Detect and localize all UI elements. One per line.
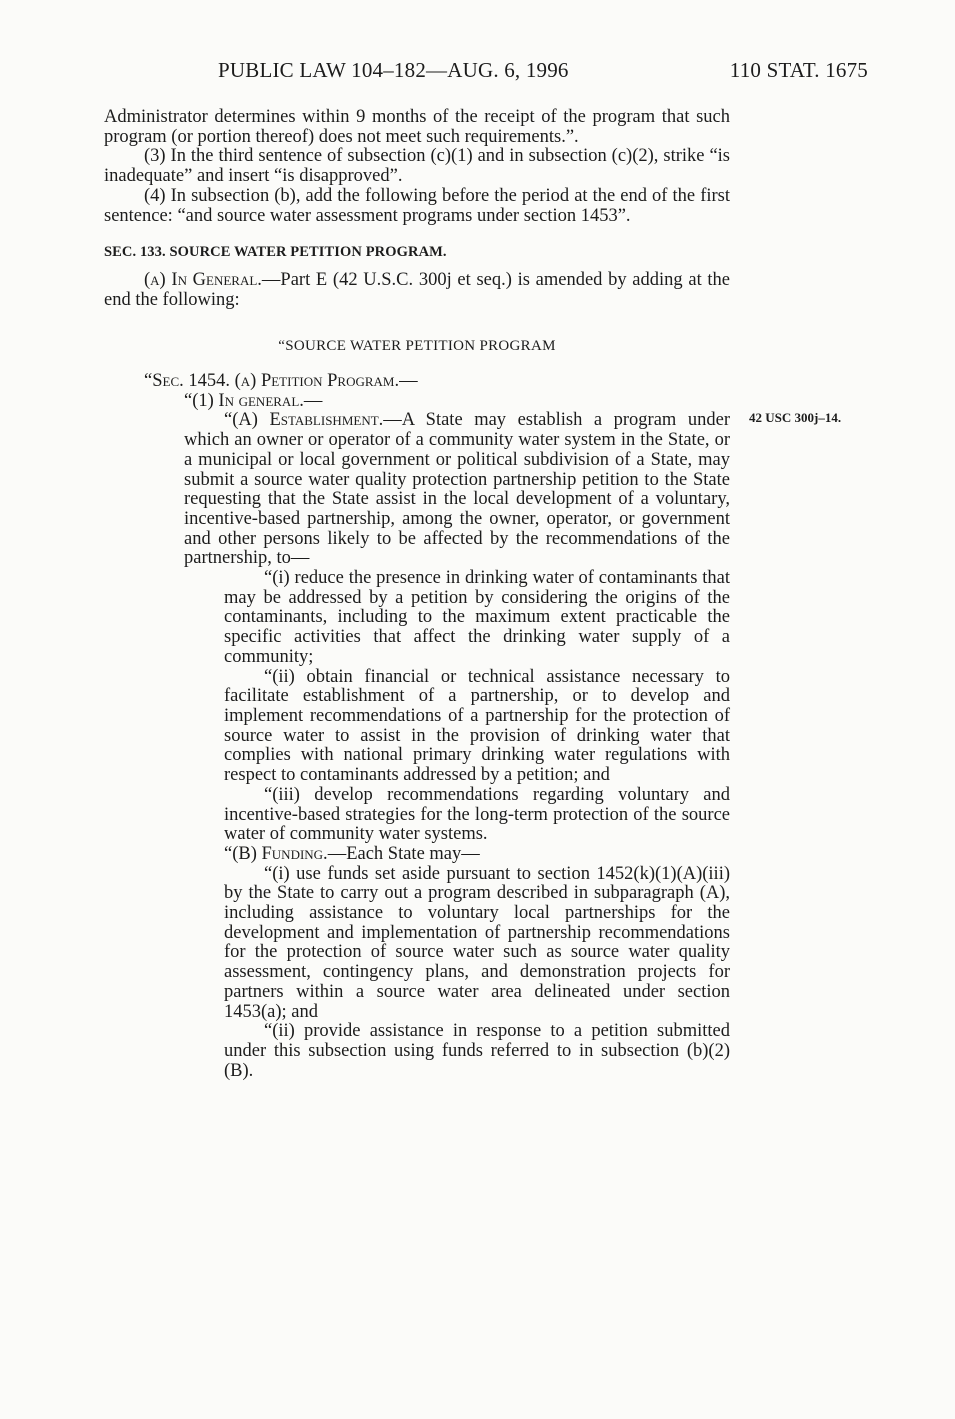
subparagraph-A-text: —A State may establish a program under which an owner or operator of a community water system in the State, or a municipal or local government or political subdivision of a State, may submit a source water quality protection partnership petition to the State requesting that the State assist in the local development of a voluntary, incentive-based partnership, among the owner, operator, or government and other persons likely to be affected by the recommendations of the partnership, to— — [184, 410, 730, 569]
quoted-heading: “SOURCE WATER PETITION PROGRAM — [278, 338, 556, 355]
subparagraph-B-label: Funding. — [261, 843, 328, 864]
section-1454-label: Petition Program. — [260, 371, 400, 392]
paragraph-continuation: Administrator determines within 9 months of the receipt of the program that such program (or portion thereof) does not meet such requirements.”. — [104, 107, 730, 147]
section-1454-heading — [104, 372, 730, 392]
clause-B-i: “(i) use funds set aside pursuant to section 1452(k)(1)(A)(iii) by the State to carry out a program described in subparagraph (A), including assistance to voluntary local partnerships for the development and implementation of partnership recommendations for the protection of source water such as source water quality assessment, contingency plans, and demonstration projects for partners within a source water area delineated under section 1453(a); and — [224, 863, 730, 1022]
subsection-a-text: —Part E (42 U.S.C. 300j et seq.) is amended by adding at the end the following: — [104, 269, 731, 310]
subsection-a-label: (a) In General. — [144, 269, 262, 290]
paragraph-4: (4) In subsection (b), add the following before the period at the end of the first sentence: “and source water assessment programs under section 1453”. — [104, 185, 730, 226]
paragraph-1-label: In general. — [218, 390, 304, 411]
subparagraph-A-prefix: “(A) — [224, 410, 270, 431]
subparagraph-B-text: —Each State may— — [327, 843, 480, 864]
clause-B-ii: “(ii) provide assistance in response to a petition submitted under this subsection using funds referred to in subsection (b)(2)(B). — [224, 1021, 730, 1081]
section-heading: SEC. 133. SOURCE WATER PETITION PROGRAM. — [104, 244, 447, 261]
margin-usc-citation: 42 USC 300j–14. — [749, 410, 842, 425]
subparagraph-A-label: Establishment. — [269, 410, 384, 431]
clause-A-i: “(i) reduce the presence in drinking water of contaminants that may be addressed by a petition by considering the origins of the contaminants, including to the maximum extent practicable the specific activities that affect the drinking water supply of a community; — [224, 568, 730, 667]
subsection-a — [104, 271, 730, 310]
clause-A-iii: “(iii) develop recommendations regarding voluntary and incentive-based strategies for the long-term protection of the source water of community water systems. — [224, 784, 730, 845]
header-statute-page: 110 STAT. 1675 — [729, 58, 868, 82]
section-1454-prefix: “Sec. 1454. (a) — [144, 371, 261, 392]
header-law-citation: PUBLIC LAW 104–182—AUG. 6, 1996 — [218, 58, 569, 82]
subparagraph-B-prefix: “(B) — [224, 843, 262, 864]
section-1454-dash: — — [399, 371, 418, 392]
body-text — [104, 108, 730, 1081]
paragraph-3: (3) In the third sentence of subsection (c)(1) and in subsection (c)(2), strike “is inadequate” and insert “is disapproved”. — [104, 146, 730, 187]
clause-A-ii: “(ii) obtain financial or technical assistance necessary to facilitate establishment of a partnership, or to develop and implement recommendations of a partnership for the protection of source water to assist in the provision of drinking water that complies with national primary drinking water regulations with respect to contaminants addressed by a petition; and — [224, 666, 730, 786]
paragraph-1-dash: — — [303, 390, 323, 411]
paragraph-1-prefix: “(1) — [184, 390, 219, 411]
subparagraph-A — [104, 411, 730, 569]
subparagraph-B — [104, 845, 730, 865]
paragraph-1-heading — [104, 392, 730, 412]
